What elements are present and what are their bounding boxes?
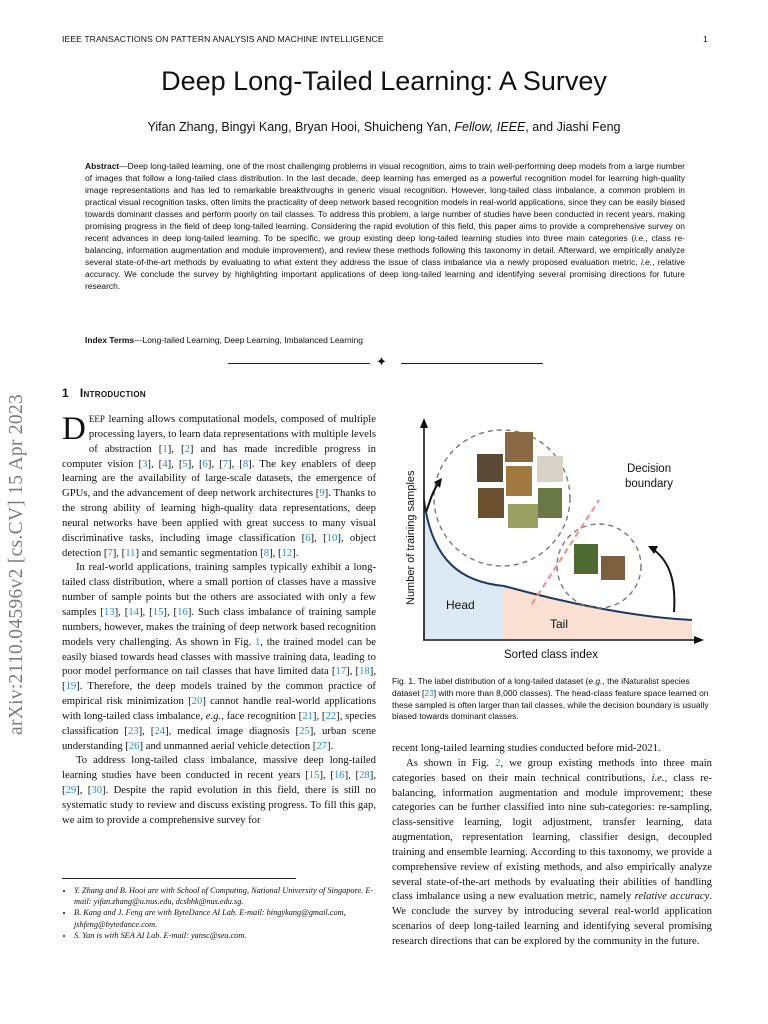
section-number: 1: [62, 386, 69, 400]
dropcap-lead: EEP: [88, 414, 105, 424]
text: , we group existing methods into three main categories based on their main technical contributions,: [392, 756, 713, 784]
text: ], species classification [: [62, 709, 377, 737]
text: , the iNaturalist species dataset [: [392, 676, 690, 698]
citation-link[interactable]: 2: [184, 442, 190, 455]
text: ] cannot handle real-world applications with long-tailed class imbalance,: [62, 695, 377, 722]
figure-link[interactable]: 2: [495, 756, 501, 769]
divider-line-left: [228, 363, 370, 364]
citation-link[interactable]: 16: [177, 605, 188, 618]
citation-link[interactable]: 19: [65, 680, 77, 693]
text: relative accuracy: [634, 890, 710, 903]
citation-link[interactable]: 7: [222, 457, 229, 470]
x-axis-arrow: [694, 636, 704, 644]
text: ], [: [138, 724, 155, 737]
text: ], [: [312, 709, 326, 722]
animal-image: [601, 556, 625, 580]
text: ].: [292, 546, 299, 559]
animal-image: [505, 432, 533, 462]
y-axis-label: Number of training samples: [405, 470, 417, 605]
citation-link[interactable]: 8: [242, 457, 249, 470]
citation-link[interactable]: 20: [191, 695, 203, 708]
text: ] and semantic segmentation [: [135, 546, 264, 559]
citation-link[interactable]: 30: [91, 784, 103, 797]
citation-link[interactable]: 27: [316, 739, 328, 752]
text: ].: [327, 739, 334, 752]
citation-link[interactable]: 7: [107, 546, 113, 559]
abstract-label: Abstract: [85, 161, 120, 171]
text: i.e.,: [651, 771, 668, 784]
footnote-rule: [62, 878, 296, 879]
citation-link[interactable]: 3: [142, 457, 148, 470]
text: ], medical image diagnosis [: [165, 724, 300, 737]
citation-link[interactable]: 25: [299, 724, 310, 737]
head-arrow: [426, 484, 438, 512]
section-divider: [228, 355, 543, 371]
running-head: IEEE TRANSACTIONS ON PATTERN ANALYSIS AND MACHINE INTELLIGENCE: [62, 34, 384, 44]
abstract-ie-2: i.e.: [640, 257, 653, 268]
right-paragraph-1: recent long-tailed learning studies conducted before mid-2021.: [392, 742, 661, 754]
x-axis-label: Sorted class index: [504, 649, 598, 661]
paper-title: Deep Long-Tailed Learning: A Survey: [161, 66, 607, 96]
abstract: [85, 160, 685, 293]
citation-link[interactable]: 4: [162, 457, 168, 470]
text: In real-world applications, training samples typically exhibit a long-tailed class distribution, where a small portion of classes have a massive number of sample points but the others are associated with only a few samples [: [62, 561, 376, 618]
text: Fig. 1. The label distribution of a long-tailed dataset (: [392, 676, 589, 686]
text: ], [: [112, 546, 126, 559]
text: ], [: [139, 605, 153, 618]
footnote-item: • Y. Zhang and B. Hooi are with School of Computing, National University of Singapore. E-mail: yifan.zhang@u.nus.edu, dcsbhk@nus.edu.sg.: [74, 885, 376, 907]
citation-link[interactable]: 10: [326, 531, 338, 544]
head-label: Head: [446, 598, 475, 612]
head-region: [424, 502, 504, 639]
animal-image: [506, 466, 532, 496]
tail-arrow: [654, 550, 674, 612]
left-column: [62, 412, 376, 828]
text: ], [: [76, 784, 92, 797]
text: As shown in Fig.: [406, 756, 496, 769]
animal-image: [537, 456, 563, 482]
right-paragraph-2: [392, 756, 712, 949]
author-names: Yifan Zhang, Bingyi Kang, Bryan Hooi, Shuicheng Yan,: [147, 120, 451, 134]
text: ], [: [167, 457, 183, 470]
abstract-text-3: , relative accuracy. We conclude the survey by highlighting important applications of deep long-tailed learning and identifying several promising directions for future research.: [85, 257, 685, 292]
divider-mark: ✦: [376, 354, 387, 369]
index-terms-text: —Long-tailed Learning, Deep Learning, Imbalanced Learning: [134, 335, 364, 345]
citation-link[interactable]: 8: [263, 546, 270, 559]
footnotes: [62, 885, 376, 941]
animal-image: [477, 454, 503, 482]
animal-image: [478, 488, 504, 518]
text: ]. Thanks to the strong ability of learning high-quality data representations, deep neural networks have been applied with great success to many visual discriminative tasks, including image classification [: [62, 487, 376, 544]
citation-link[interactable]: 15: [308, 769, 320, 782]
animal-image: [574, 544, 598, 574]
abstract-text-2: , class re-balancing, information augmentation and module improvement), and review these methods following this taxonomy in detail. Afterward, we empirically analyze several state-of-the-art methods by evaluating to what extent they address the issue of class imbalance via a newly proposed evaluation metric,: [85, 233, 685, 268]
citation-link[interactable]: 13: [103, 605, 115, 618]
text: . We conclude the survey by introducing several real-world application scenarios of deep long-tailed learning and identifying several promising research directions that can be explored by the community in the future.: [392, 890, 712, 947]
dropcap-letter: D: [62, 411, 86, 447]
text: ]. Despite the rapid evolution in this field, there is still no systematic study to review and discuss existing progress. To fill this gap, we aim to provide a comprehensive survey for: [62, 784, 376, 826]
text: ], [: [114, 605, 129, 618]
citation-link[interactable]: 16: [333, 769, 345, 782]
citation-link[interactable]: 1: [162, 442, 168, 455]
page-number: 1: [703, 34, 708, 44]
intro-paragraph-1: [62, 412, 376, 560]
citation-link[interactable]: 23: [424, 687, 434, 698]
text: ], object detection [: [62, 531, 376, 559]
intro-paragraph-2: [62, 560, 376, 753]
text: ], [: [167, 442, 185, 455]
author-list: [0, 120, 768, 134]
text: class re-balancing, information augmentation and module improvement; these categories can be further classified into nine sub-categories: re-sampling, class-sensitive learning, logit adjustment, transfer learning, data augmentation, representation learning, classifier design, decoupled training and ensemble learning. According to this taxonomy, we provide a comprehensive review of existing methods, and also empirically analyze several state-of-the-art methods by evaluating their abilities of handling class imbalance using a new evaluation metric, namely: [392, 771, 712, 903]
citation-link[interactable]: 14: [128, 605, 139, 618]
citation-link[interactable]: 29: [65, 784, 77, 797]
figure-1-long-tail-plot: [392, 412, 712, 670]
footnote-item: • S. Yan is with SEA AI Lab. E-mail: yansc@sea.com.: [74, 930, 376, 941]
citation-link[interactable]: 21: [302, 709, 313, 722]
citation-link[interactable]: 22: [325, 709, 337, 722]
citation-link[interactable]: 6: [305, 531, 311, 544]
section-heading: [62, 386, 146, 400]
text: ] with more than 8,000 classes). The head-class feature space learned on these sampled is often larger than tail classes, while the decision boundary is usually biased towards dominant classes.: [392, 687, 709, 722]
section-title: Introduction: [79, 386, 146, 400]
y-axis-arrow: [420, 418, 428, 428]
text: ]. The key enablers of deep learning are the availability of large-scale datasets, the emergence of GPUs, and the advancement of deep network architectures [: [62, 457, 377, 500]
text: ], [: [319, 769, 334, 782]
citation-link[interactable]: 17: [335, 665, 347, 678]
author-last: , and Jiashi Feng: [525, 120, 621, 134]
text: ], [: [147, 457, 163, 470]
citation-link[interactable]: 23: [127, 724, 139, 737]
text: e.g.: [205, 709, 222, 722]
text: ]. Therefore, the deep models trained by the common practice of empirical risk minimization [: [62, 680, 376, 708]
citation-link[interactable]: 6: [202, 457, 208, 470]
boundary-label-1: Decision: [627, 463, 672, 475]
citation-link[interactable]: 18: [359, 665, 370, 678]
animal-image: [508, 504, 538, 528]
figure-caption: [392, 676, 712, 723]
author-fellow: Fellow, IEEE: [454, 120, 526, 134]
text: ], [: [344, 769, 360, 782]
citation-link[interactable]: 24: [154, 724, 166, 737]
text: , face recognition [: [221, 709, 303, 722]
text: ], [: [187, 457, 203, 470]
citation-link[interactable]: 9: [319, 487, 325, 500]
text: ], [: [346, 665, 360, 678]
text: e.g.: [588, 676, 603, 686]
text: To address long-tailed class imbalance, massive deep long-tailed learning studies have been conducted in recent years [: [62, 754, 376, 782]
text: , the trained model can be easily biased towards head classes with massive training data, leading to poor model performance on tail classes that have limited data [: [62, 635, 376, 678]
divider-line-right: [401, 363, 543, 364]
citation-link[interactable]: 28: [359, 769, 370, 782]
text: ] and unmanned aerial vehicle detection [: [139, 739, 317, 752]
text: ] and has made incredible progress in computer vision [: [62, 442, 376, 470]
figure-link[interactable]: 1: [254, 635, 261, 648]
abstract-text-1: —Deep long-tailed learning, one of the most challenging problems in visual recognition, aims to train well-performing deep models from a large number of images that follow a long-tailed class distribution. In the last decade, deep learning has emerged as a powerful recognition model for learning high-quality image representations and has led to remarkable breakthroughs in generic visual recognition. However, long-tailed class imbalance, a common problem in practical visual recognition tasks, often limits the practicality of deep network based recognition models in real-world applications, since they can be easily biased towards dominant classes and perform poorly on tail classes. To address this problem, a large number of studies have been conducted in recent years, making promising progress in the field of deep long-tailed learning. Considering the rapid evolution of this field, this paper aims to provide a comprehensive survey on recent advances in deep long-tailed learning. To be specific, we group existing deep long-tailed learning studies into three main categories (: [85, 161, 685, 244]
tail-label: Tail: [550, 617, 569, 631]
animal-image: [538, 488, 562, 518]
index-terms-label: Index Terms: [85, 335, 135, 345]
text: ], [: [269, 546, 282, 559]
citation-link[interactable]: 12: [281, 546, 293, 559]
text: ], [: [207, 457, 223, 470]
text: ]. Such class imbalance of training sample numbers, however, makes the training of deep network based recognition models very challenging. As shown in Fig.: [62, 605, 377, 648]
intro-paragraph-3: [62, 753, 376, 827]
text: ], [: [163, 605, 178, 618]
text: ], [: [310, 531, 327, 544]
boundary-label-2: boundary: [625, 478, 673, 490]
tail-feature-space: [557, 524, 641, 608]
text: ], [: [228, 457, 243, 470]
index-terms: [85, 335, 685, 345]
citation-link[interactable]: 5: [182, 457, 188, 470]
text: ], [: [62, 769, 376, 797]
arxiv-identifier[interactable]: arXiv:2110.04596v2 [cs.CV] 15 Apr 2023: [6, 393, 27, 735]
text: learning allows computational models, composed of multiple processing layers, to learn data representations with multiple levels of abstraction [: [88, 413, 376, 455]
citation-link[interactable]: 26: [128, 739, 140, 752]
right-column: [392, 741, 712, 949]
text: ], [: [62, 665, 376, 693]
footnote-item: • B. Kang and J. Feng are with ByteDance AI Lab. E-mail: bingykang@gmail.com, jshfeng@bytedance.com.: [74, 907, 376, 929]
text: ], urban scene understanding [: [62, 724, 376, 752]
citation-link[interactable]: 11: [125, 546, 136, 559]
citation-link[interactable]: 15: [152, 605, 164, 618]
abstract-ie: i.e.: [634, 233, 646, 244]
